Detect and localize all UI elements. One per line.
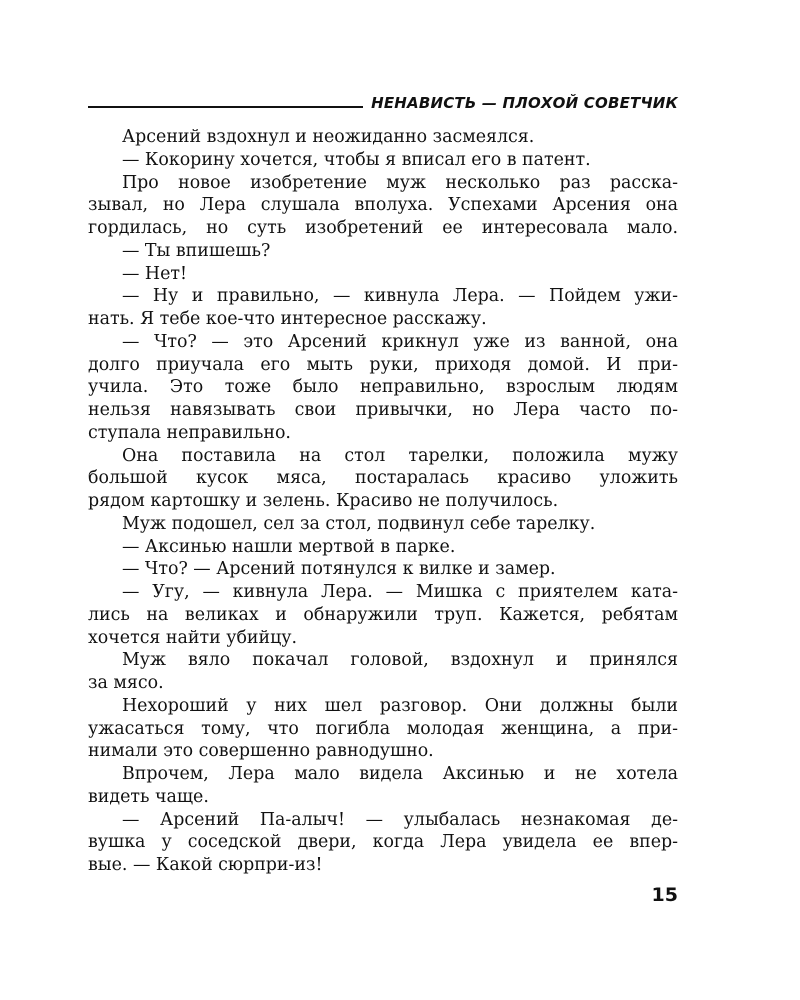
- text-line: гордилась, но суть изобретений ее интересовала мало.: [88, 218, 678, 238]
- text-line: нимали это совершенно равнодушно.: [88, 741, 434, 762]
- text-line: — Арсений Па-алыч! — улыбалась незнакомая де-: [122, 809, 678, 830]
- text-line: нать. Я тебе кое-что интересное расскажу.: [88, 309, 487, 329]
- text-line: долго приучала его мыть руки, приходя домой. И при-: [88, 354, 678, 375]
- text-line: ужасаться тому, что погибла молодая женщина, а при-: [88, 718, 678, 739]
- text-line: большой кусок мяса, постаралась красиво уложить: [88, 468, 678, 489]
- text-line: нельзя навязывать свои привычки, но Лера часто по-: [88, 400, 678, 420]
- text-line: Нехороший у них шел разговор. Они должны были: [122, 695, 678, 716]
- text-line: Муж вяло покачал головой, вздохнул и принялся: [122, 650, 678, 671]
- text-line: зывал, но Лера слушала вполуха. Успехами Арсения она: [88, 195, 678, 216]
- text-line: видеть чаще.: [88, 786, 209, 807]
- body-text: [88, 126, 678, 877]
- text-line: за мясо.: [88, 673, 164, 693]
- text-line: — Нет!: [122, 263, 187, 284]
- text-line: — Что? — это Арсений крикнул уже из ванной, она: [122, 331, 678, 352]
- text-line: рядом картошку и зелень. Красиво не получилось.: [88, 491, 559, 511]
- page-number: 15: [651, 884, 678, 906]
- text-line: — Аксинью нашли мертвой в парке.: [122, 536, 456, 557]
- text-line: — Кокорину хочется, чтобы я вписал его в патент.: [122, 149, 591, 170]
- text-line: лись на великах и обнаружили труп. Кажется, ребятам: [88, 604, 678, 625]
- running-header-title: НЕНАВИСТЬ — ПЛОХОЙ СОВЕТЧИК: [371, 94, 678, 112]
- text-line: хочется найти убийцу.: [88, 627, 298, 648]
- text-line: Она поставила на стол тарелки, положила мужу: [122, 445, 678, 466]
- text-line: учила. Это тоже было неправильно, взрослым людям: [88, 377, 678, 398]
- text-line: Арсений вздохнул и неожиданно засмеялся.: [122, 127, 535, 147]
- text-line: вушка у соседской двери, когда Лера увидела ее впер-: [88, 832, 678, 853]
- text-line: вые. — Какой сюрпри-из!: [88, 855, 323, 875]
- text-line: — Угу, — кивнула Лера. — Мишка с приятелем ката-: [122, 582, 678, 602]
- text-line: — Ну и правильно, — кивнула Лера. — Пойдем ужи-: [122, 286, 678, 307]
- text-line: Про новое изобретение муж несколько раз расска-: [122, 172, 678, 193]
- text-line: — Ты впишешь?: [122, 240, 271, 261]
- text-line: — Что? — Арсений потянулся к вилке и замер.: [122, 559, 556, 580]
- header-rule: [88, 106, 363, 108]
- text-line: ступала неправильно.: [88, 422, 291, 443]
- text-line: Муж подошел, сел за стол, подвинул себе тарелку.: [122, 513, 596, 534]
- text-line: Впрочем, Лера мало видела Аксинью и не хотела: [122, 764, 678, 784]
- running-header: [88, 90, 678, 112]
